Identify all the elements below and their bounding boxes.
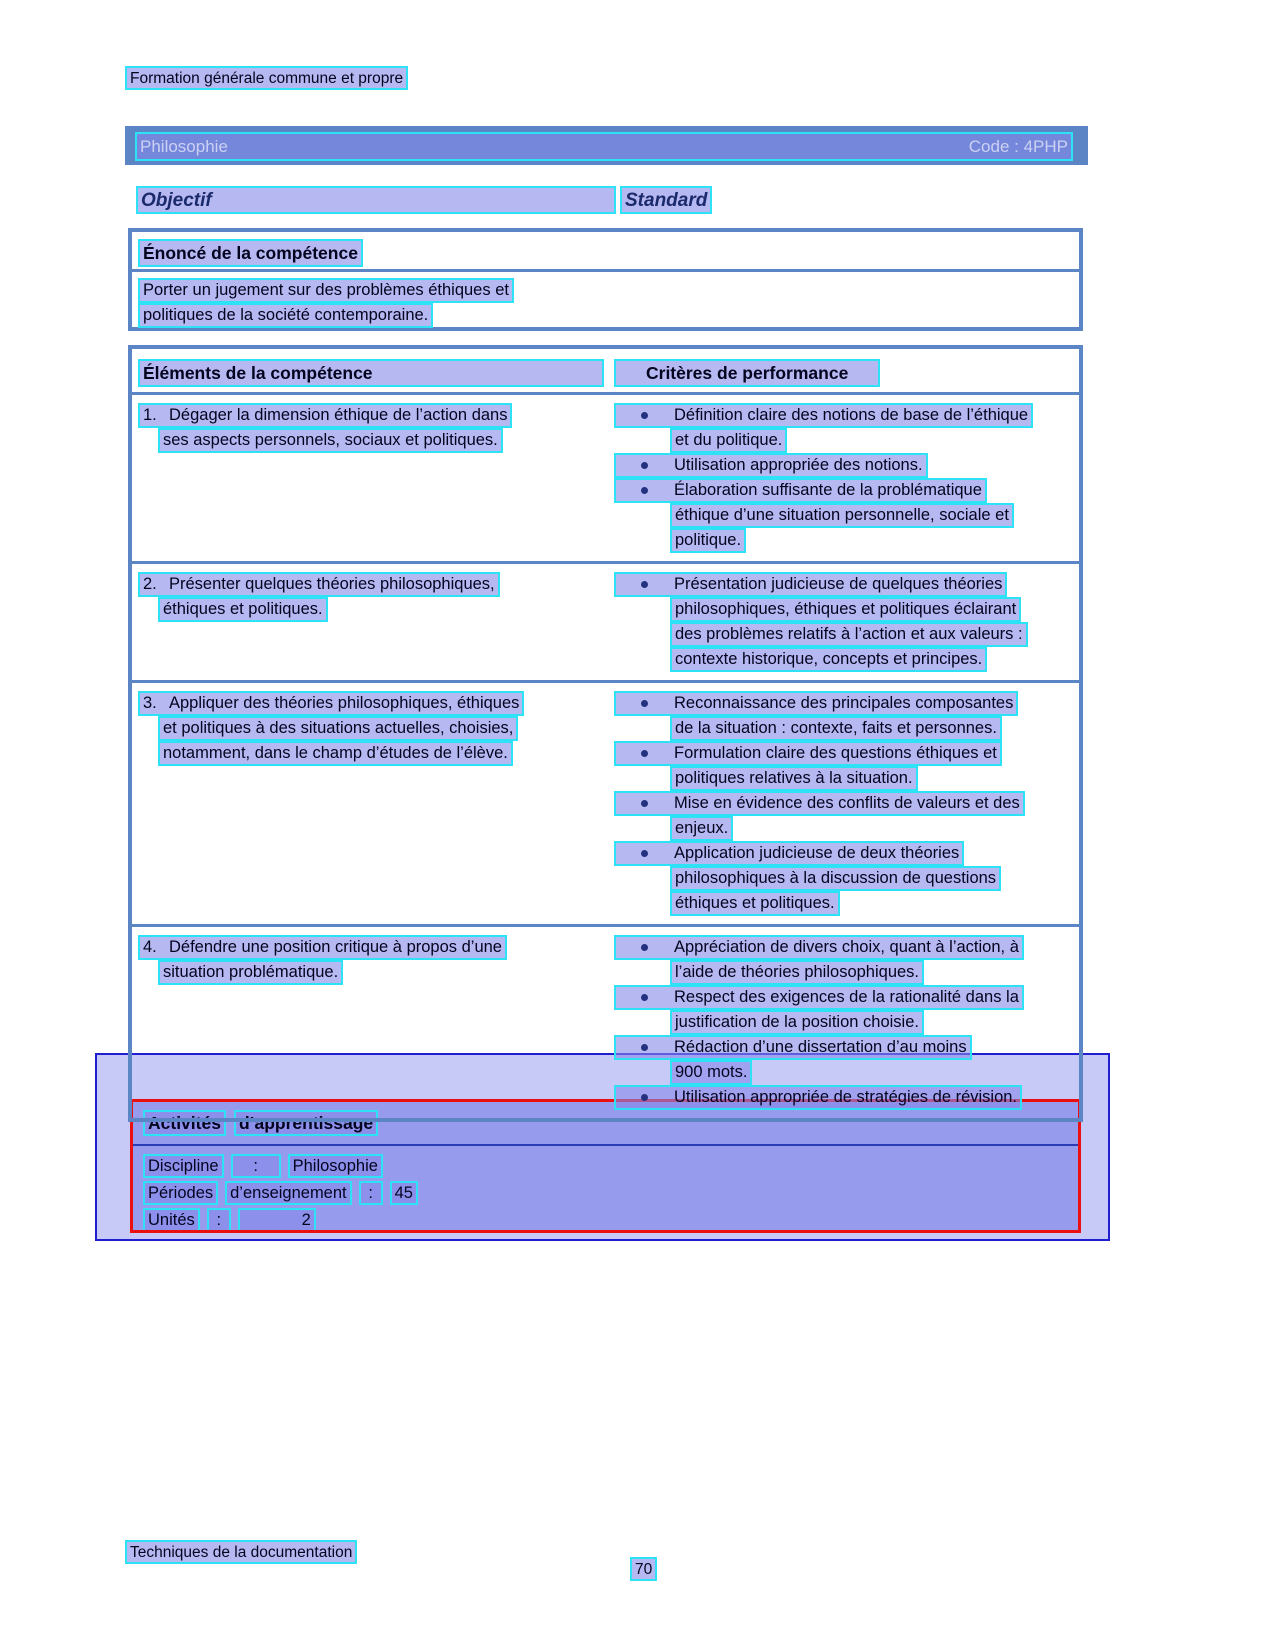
criteria-cell [614,403,1079,553]
element-number: 1. [143,406,157,424]
objectif-title: Objectif [136,186,616,214]
criterion [614,1035,972,1085]
field-value: Philosophie [288,1154,383,1178]
criterion [614,403,1033,453]
element-cell [138,403,614,553]
criterion-line: politique. [670,528,746,553]
criterion-line: justification de la position choisie. [670,1010,924,1035]
criterion [614,478,1014,553]
element-line: et politiques à des situations actuelles, choisies, [158,716,518,741]
section-titles-row [136,186,712,214]
bullet-icon [641,850,648,857]
table-row [132,927,1079,1118]
document-category-label [125,66,408,90]
criterion-line: Respect des exigences de la rationalité dans la [614,985,1024,1010]
enonce-line: Porter un jugement sur des problèmes éthiques et [138,278,514,303]
bullet-icon [641,462,648,469]
criterion-line: philosophiques à la discussion de questions [670,866,1001,891]
criterion-line: éthique d’une situation personnelle, sociale et [670,503,1014,528]
activites-fields [143,1154,418,1233]
field-discipline [143,1154,418,1178]
criterion-line: Utilisation appropriée des notions. [614,453,928,478]
criterion-line: Formulation claire des questions éthiques et [614,741,1002,766]
footer-label-text: Techniques de la documentation [125,1540,357,1564]
criteria-cell [614,935,1079,1110]
page-number [630,1557,657,1581]
field-colon: : [207,1208,231,1232]
bullet-icon [641,1044,648,1051]
criteria-cell [614,572,1079,672]
page-number-text: 70 [630,1557,657,1581]
activites-title-word: d’apprentissage [234,1110,378,1136]
activites-separator [133,1144,1078,1146]
element-line: ses aspects personnels, sociaux et politiques. [158,428,503,453]
criterion-line: éthiques et politiques. [670,891,840,916]
criterion-line: l’aide de théories philosophiques. [670,960,924,985]
element-line: 3. Appliquer des théories philosophiques, éthiques [138,691,524,716]
criterion-line: Appréciation de divers choix, quant à l’action, à [614,935,1024,960]
criterion-line: Élaboration suffisante de la problématique [614,478,987,503]
criterion-line: Reconnaissance des principales composantes [614,691,1018,716]
element-line: éthiques et politiques. [158,597,328,622]
bullet-icon [641,581,648,588]
course-title: Philosophie [140,137,228,156]
criterion-line: Définition claire des notions de base de l’éthique [614,403,1033,428]
criterion-line: 900 mots. [670,1060,752,1085]
criterion-line: Application judicieuse de deux théories [614,841,964,866]
enonce-title: Énoncé de la compétence [138,239,363,267]
enonce-title-row [132,232,1079,269]
criterion [614,741,1002,791]
element-cell [138,935,614,1110]
enonce-line: politiques de la société contemporaine. [138,303,433,328]
element-cell [138,572,614,672]
criterion-line: philosophiques, éthiques et politiques éclairant [670,597,1021,622]
field-periodes [143,1181,418,1205]
criterion-line: politiques relatives à la situation. [670,766,918,791]
criterion-line: Rédaction d’une dissertation d’au moins [614,1035,972,1060]
criteria-cell [614,691,1079,916]
field-label: d’enseignement [225,1181,352,1205]
element-number: 3. [143,694,157,712]
bullet-icon [641,412,648,419]
element-line: notamment, dans le champ d’études de l’élève. [158,741,513,766]
criterion [614,791,1025,841]
element-number: 4. [143,938,157,956]
field-value: 2 [238,1208,316,1232]
table-header-row [132,349,1079,392]
bullet-icon [641,944,648,951]
table-row [132,395,1079,561]
criterion-line: des problèmes relatifs à l’action et aux valeurs : [670,622,1028,647]
bullet-icon [641,750,648,757]
criterion-line: Utilisation appropriée de stratégies de révision. [614,1085,1022,1110]
standard-title: Standard [620,186,712,214]
element-cell [138,691,614,916]
field-label: Périodes [143,1181,218,1205]
bullet-icon [641,487,648,494]
element-line: situation problématique. [158,960,343,985]
course-header-bar [125,126,1088,165]
criterion-line: contexte historique, concepts et principes. [670,647,987,672]
field-colon: : [359,1181,383,1205]
competence-table [128,345,1083,1122]
bullet-icon [641,700,648,707]
element-line: 2. Présenter quelques théories philosophiques, [138,572,500,597]
bullet-icon [641,1094,648,1101]
criterion [614,935,1024,985]
criterion [614,572,1028,672]
criteres-header: Critères de performance [614,359,880,387]
bullet-icon [641,994,648,1001]
criterion-line: et du politique. [670,428,787,453]
criterion [614,841,1001,916]
element-line: 1. Dégager la dimension éthique de l’action dans [138,403,512,428]
activites-title-word: Activités [143,1110,226,1136]
criterion-line: Mise en évidence des conflits de valeurs et des [614,791,1025,816]
elements-header: Éléments de la compétence [138,359,604,387]
field-label: Unités [143,1208,200,1232]
criterion [614,691,1018,741]
criterion-line: enjeux. [670,816,733,841]
table-row [132,564,1079,680]
criterion [614,985,1024,1035]
criterion [614,453,928,478]
criterion [614,1085,1022,1110]
element-number: 2. [143,575,157,593]
field-colon: : [231,1154,281,1178]
table-row [132,683,1079,924]
field-unites [143,1208,418,1232]
course-code: Code : 4PHP [968,137,1068,156]
criterion-line: Présentation judicieuse de quelques théories [614,572,1007,597]
field-label: Discipline [143,1154,224,1178]
criterion-line: de la situation : contexte, faits et personnes. [670,716,1002,741]
element-line: 4. Défendre une position critique à propos d’une [138,935,507,960]
enonce-body [132,272,1079,328]
course-header-highlight [135,132,1073,161]
top-label-text: Formation générale commune et propre [125,66,408,90]
footer-label [125,1540,357,1564]
field-value: 45 [390,1181,418,1205]
enonce-table [128,228,1083,331]
bullet-icon [641,800,648,807]
